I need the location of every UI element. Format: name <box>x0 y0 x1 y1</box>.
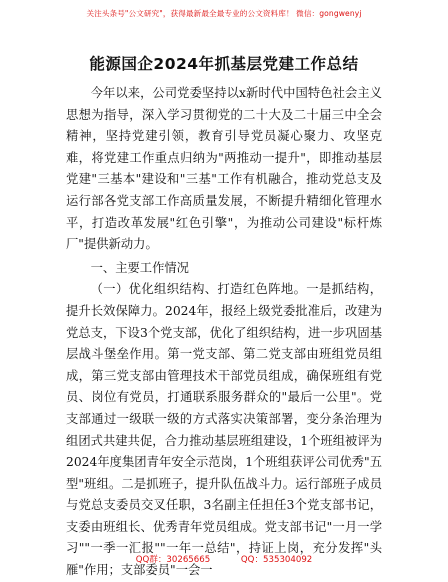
promo-banner: 关注头条号"公文研究"，获得最新最全最专业的公文资料库！ 微信：gongwenyj <box>86 9 362 18</box>
intro-paragraph: 今年以来，公司党委坚持以x新时代中国特色社会主义思想为指导，深入学习贯彻党的二十大及二十届三中全会精神，坚持党建引领，教育引导党员凝心聚力、攻坚克难，将党建工作重点归纳为"两推动一提升"，即推动基层党建"三基本"建设和"三基"工作有机融合，推动党总支及运行部各党支部工作高质量发展，不断提升精细化管理水平，打造改革发展"红色引擎"，为推动公司建设"标杆炼厂"提供新动力。 <box>66 86 382 252</box>
section-heading: 一、主要工作情况 <box>90 260 189 275</box>
contact-footer <box>0 553 448 565</box>
subsection-paragraph: （一）优化组织结构、打造红色阵地。一是抓结构，提升长效保障力。2024年，报经上级党委批准后，改建为党总支，下设3个党支部，优化了组织结构，进一步巩固基层战斗堡垒作用。第一党支部、第二党支部由班组党员组成，第三党支部由管理技术干部党员组成，确保班组有党员、岗位有党员，打通联系服务群众的"最后一公里"。党支部通过一级联一级的方式落实决策部署，变分条治理为组团式共建共促，合力推动基层班组建设，1个班组被评为2024年度集团青年安全示范岗，1个班组获评公司优秀"五型"班组。二是抓班子，提升队伍战斗力。运行部班子成员与党总支委员交叉任职，3名副主任担任3个党支部书记，支委由班组长、优秀青年党员组成。党支部书记"一月一学习""一季一汇报""一年一总结"，持证上岗，充分发挥"头雁"作用；支部委员"一会一 <box>66 282 382 578</box>
page-title: 能源国企2024年抓基层党建工作总结 <box>89 55 359 73</box>
qq-text: QQ：535304092 <box>240 555 313 565</box>
document-body <box>66 83 382 582</box>
qq-group-text: QQ群：30265665 <box>135 555 211 565</box>
